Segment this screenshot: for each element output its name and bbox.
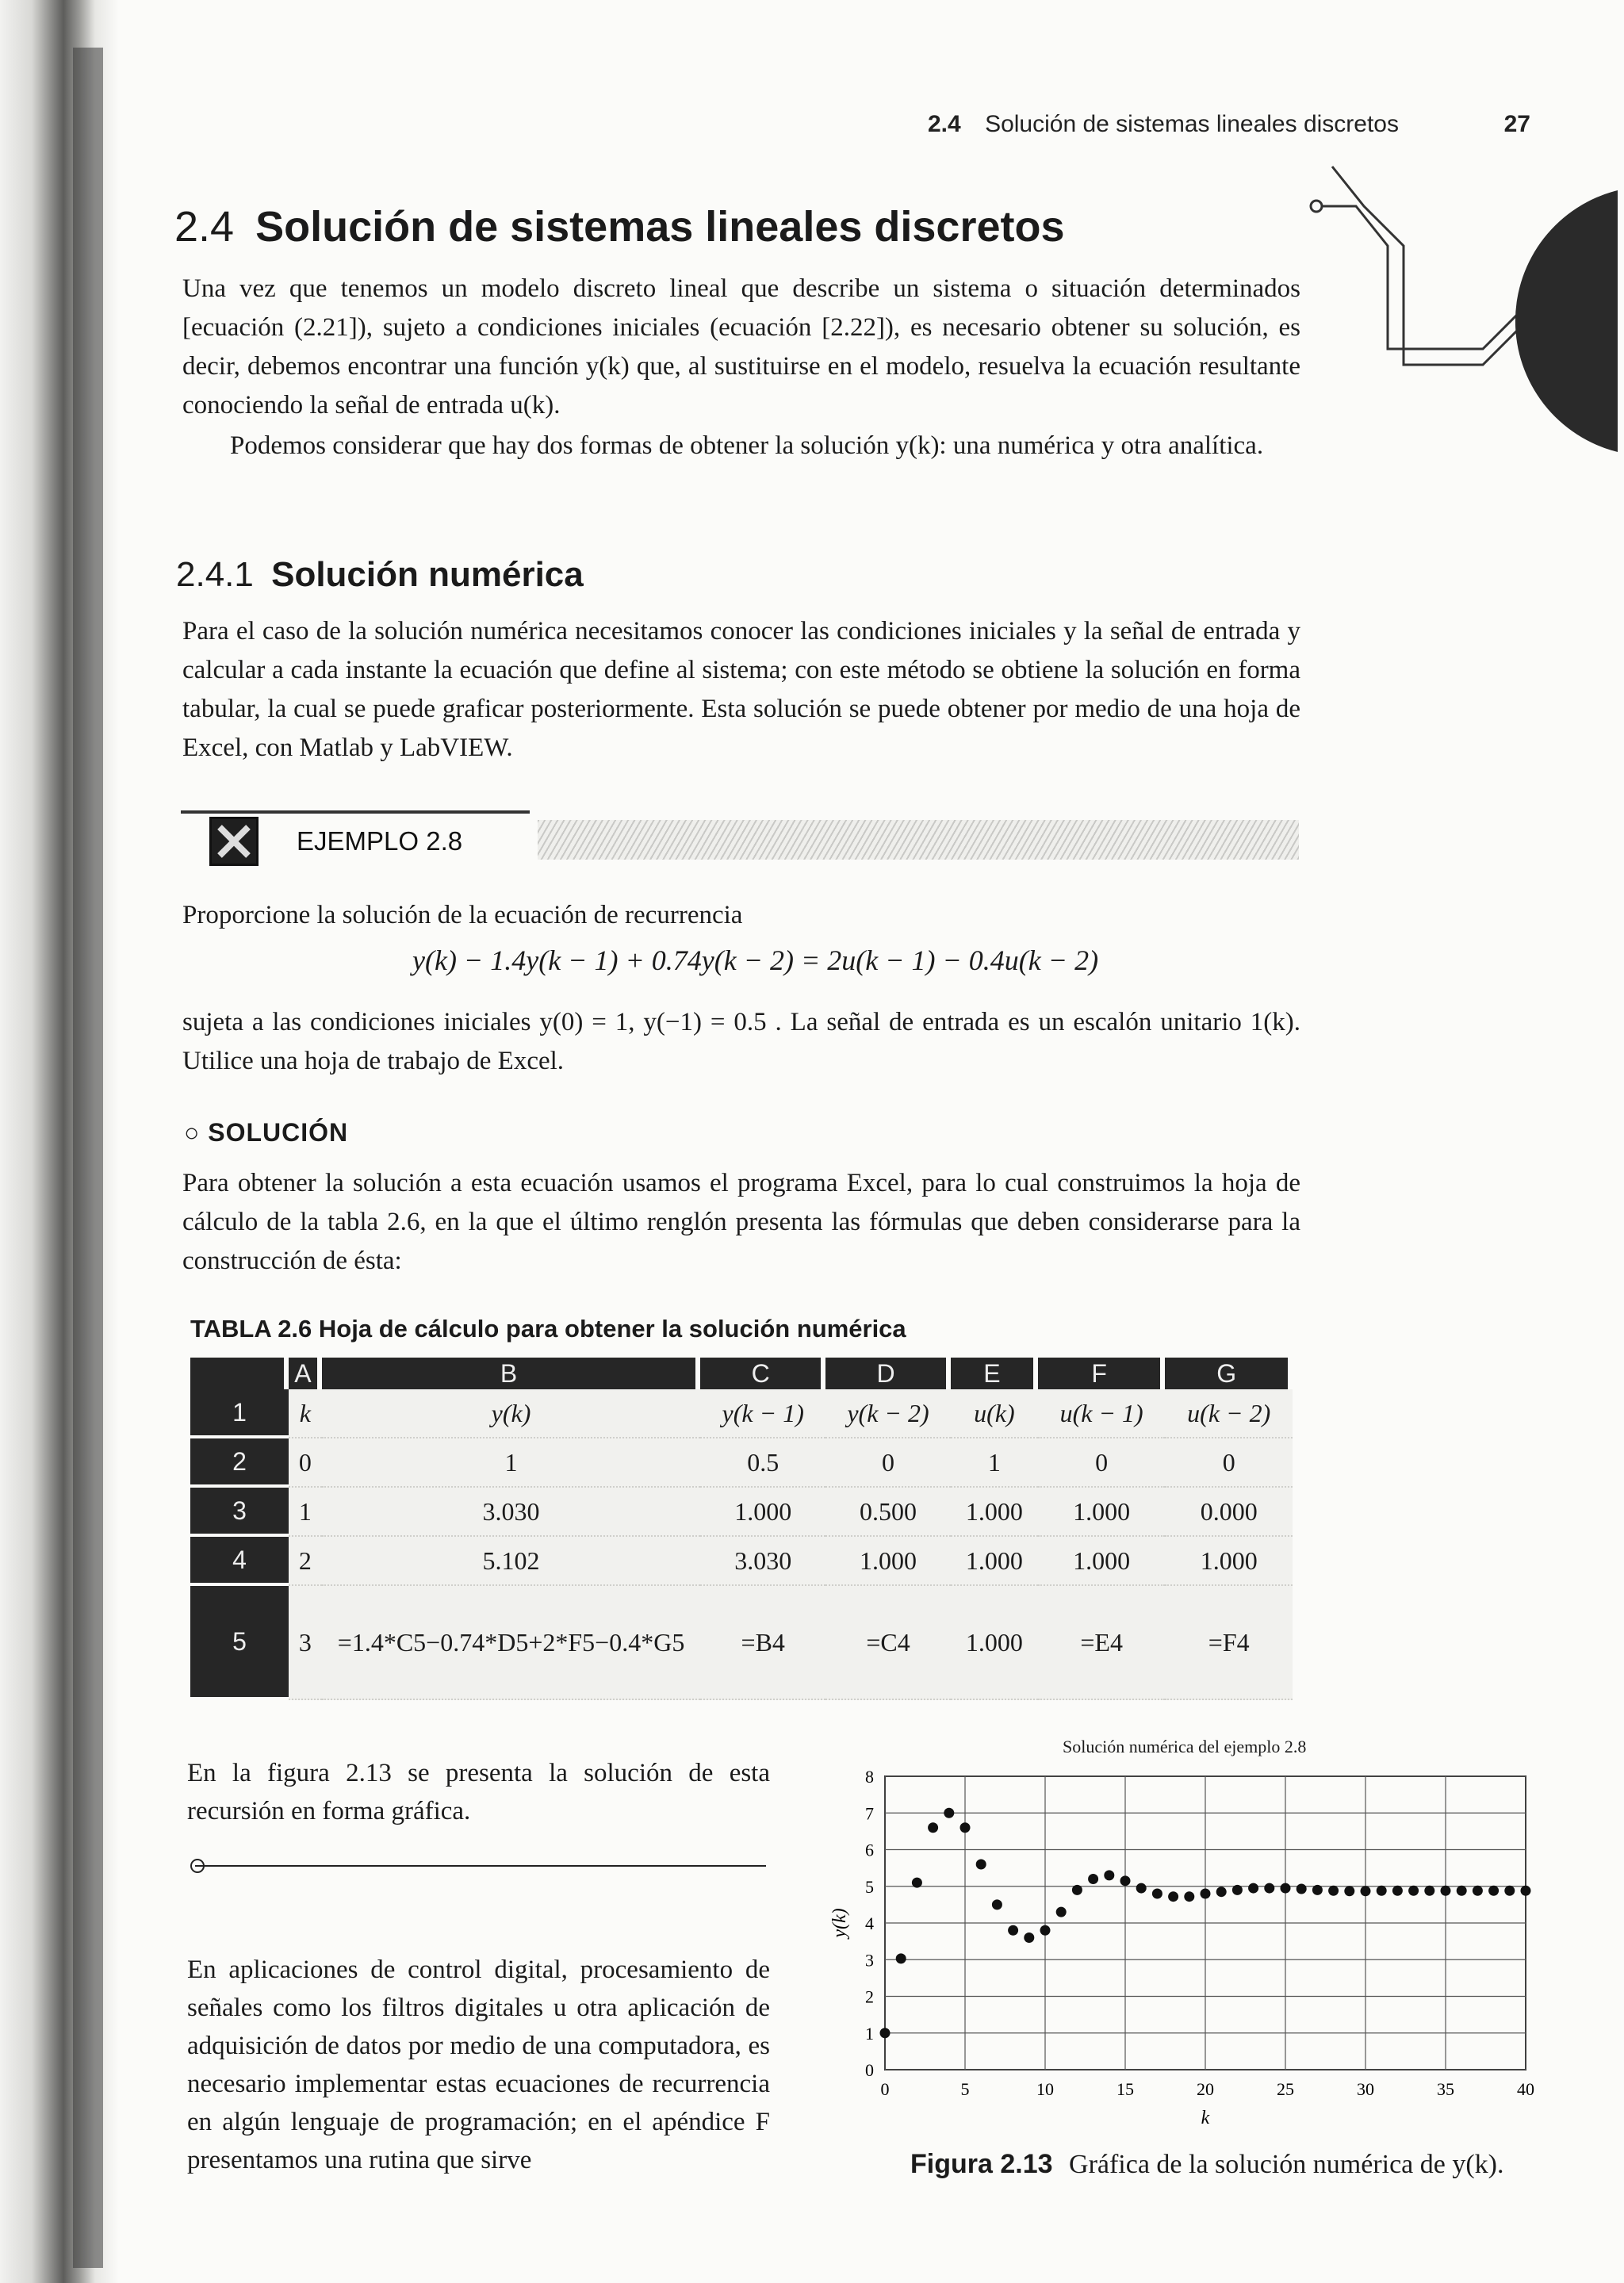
x-tick-label: 15 [1116,2079,1134,2099]
table-row [190,1586,1293,1700]
page-number: 27 [1503,111,1530,137]
table-row [190,1389,1293,1438]
column-header: D [825,1358,951,1389]
header-section-number: 2.4 [928,111,961,137]
data-point [1104,1870,1114,1880]
column-header: G [1165,1358,1293,1389]
data-point [1232,1885,1243,1895]
example-label: EJEMPLO 2.8 [297,826,463,856]
table-cell: y(k − 1) [700,1389,825,1438]
table-cell: 0.5 [700,1438,825,1488]
table-cell: u(k − 1) [1038,1389,1166,1438]
table-cell: u(k − 2) [1165,1389,1293,1438]
x-tick-label: 20 [1197,2079,1214,2099]
row-number: 4 [190,1537,289,1586]
example-intro: Proporcione la solución de la ecuación de recurrencia [182,901,743,929]
x-tick-label: 10 [1036,2079,1054,2099]
running-header [928,111,1530,138]
figure-reference-paragraph: En la figura 2.13 se presenta la solución de esta recursión en forma gráfica. [187,1759,770,1825]
data-point [1377,1886,1387,1896]
data-point [1521,1886,1531,1896]
x-tick-label: 35 [1437,2079,1454,2099]
data-point [1281,1883,1291,1894]
table-cell: =B4 [700,1586,825,1700]
row-number: 5 [190,1586,289,1700]
section-number: 2.4 [174,203,235,251]
data-point [1024,1933,1034,1943]
data-point [1424,1886,1434,1896]
table-cell: =E4 [1038,1586,1166,1700]
table-cell: u(k) [951,1389,1038,1438]
y-tick-label: 7 [865,1803,874,1824]
y-tick-label: 8 [865,1767,874,1787]
data-point [1168,1891,1178,1902]
figure-caption [910,2149,1504,2180]
data-point [1264,1883,1274,1894]
column-header-row [190,1358,1293,1389]
data-point [992,1899,1002,1910]
table-cell: 1.000 [951,1537,1038,1586]
table-cell: =F4 [1165,1586,1293,1700]
table-cell: y(k) [322,1389,701,1438]
circuit-decoration [1300,167,1618,436]
data-point [1392,1886,1403,1896]
example-banner [181,810,1299,874]
subsection-heading [176,555,584,595]
column-header: E [951,1358,1038,1389]
data-point [1136,1883,1147,1894]
data-point [944,1808,954,1818]
y-tick-label: 3 [865,1950,874,1971]
data-point [1184,1891,1194,1902]
table-cell: 0 [1038,1438,1166,1488]
data-point [1441,1886,1451,1896]
data-point [1216,1887,1227,1897]
table-cell: 0.000 [1165,1488,1293,1537]
data-point [976,1860,986,1870]
y-tick-label: 2 [865,1986,874,2007]
initial-conditions: sujeta a las condiciones iniciales y(0) = 1, y(−1) = 0.5 . La señal de entrada es un escalón unitario 1(k). Utilice una hoja de trabajo de Excel. [182,1008,1300,1075]
table-cell: 5.102 [322,1537,701,1586]
table-cell: 1.000 [700,1488,825,1537]
data-point [1457,1886,1467,1896]
data-point [912,1878,922,1888]
figure-label: Figura 2.13 [910,2149,1053,2179]
y-axis-label: y(k) [829,1908,850,1938]
table-row [190,1488,1293,1537]
data-point [1408,1886,1419,1896]
data-point [1328,1886,1339,1896]
x-tick-label: 40 [1517,2079,1534,2099]
table-cell: 1.000 [1038,1488,1166,1537]
data-point [896,1953,906,1963]
subsection-number: 2.4.1 [176,555,254,594]
table-cell: 1.000 [825,1537,951,1586]
data-point [1361,1886,1371,1896]
figure-caption-text: Gráfica de la solución numérica de y(k). [1069,2150,1504,2179]
table-cell: k [289,1389,322,1438]
intro-paragraph: Una vez que tenemos un modelo discreto lineal que describe un sistema o situación determinados [ecuación (2.21]), sujeto a condiciones iniciales (ecuación [2.22]), es necesario obtener su solución, es decir, debemos encontrar una función y(k) que, al sustituirse en el modelo, resuelva la ecuación resultante conociendo la señal de entrada u(k). [182,274,1300,419]
banner-border [181,810,530,814]
column-header: B [322,1358,701,1389]
y-tick-label: 4 [865,1913,874,1933]
table-cell: =C4 [825,1586,951,1700]
header-title: Solución de sistemas lineales discretos [985,111,1399,137]
table-cell: 3.030 [322,1488,701,1537]
table-cell: 2 [289,1537,322,1586]
data-point [880,2028,891,2038]
chart-title: Solución numérica del ejemplo 2.8 [1063,1737,1307,1756]
data-point [1056,1907,1067,1917]
data-point [1040,1925,1051,1936]
x-tick-label: 30 [1357,2079,1374,2099]
section-heading [174,202,1065,251]
table-cell: 3 [289,1586,322,1700]
data-point [1120,1875,1131,1886]
column-header: C [700,1358,825,1389]
binding-fold [73,48,103,2268]
row-number: 3 [190,1488,289,1537]
solution-paragraph: Para obtener la solución a esta ecuación usamos el programa Excel, para lo cual construimos la hoja de cálculo de la tabla 2.6, en la que el último renglón presenta las fórmulas que deben considerarse para la construcción de ésta: [182,1169,1300,1275]
table-cell: 1.000 [1038,1537,1166,1586]
data-point [928,1822,938,1833]
table-cell: 1 [951,1438,1038,1488]
data-point [1008,1925,1018,1936]
data-point [960,1822,971,1833]
solution-heading: ○ SOLUCIÓN [184,1118,349,1147]
row-number: 1 [190,1389,289,1438]
data-point [1473,1886,1483,1896]
banner-hatch [538,820,1299,860]
data-point [1344,1886,1354,1896]
solution-scatter-chart [825,1765,1586,2128]
table-cell: 0 [825,1438,951,1488]
data-point [1088,1874,1098,1884]
y-tick-label: 0 [865,2060,874,2080]
data-point [1504,1886,1515,1896]
data-point [1488,1886,1499,1896]
corner-cell [190,1358,289,1389]
y-tick-label: 1 [865,2023,874,2044]
y-tick-label: 6 [865,1840,874,1860]
row-number: 2 [190,1438,289,1488]
intro-paragraph-2: Podemos considerar que hay dos formas de obtener la solución y(k): una numérica y otra analítica. [230,431,1264,460]
table-row [190,1438,1293,1488]
table-cell: 1 [289,1488,322,1537]
table-row [190,1537,1293,1586]
table-cell: 0.500 [825,1488,951,1537]
excel-icon [209,817,259,866]
x-axis-label: k [1201,2108,1210,2128]
x-tick-label: 5 [960,2079,970,2099]
x-tick-label: 25 [1277,2079,1294,2099]
y-tick-label: 5 [865,1876,874,1897]
table-cell: 1.000 [951,1586,1038,1700]
numeric-solution-paragraph: Para el caso de la solución numérica necesitamos conocer las condiciones iniciales y la señal de entrada y calcular a cada instante la ecuación que define al sistema; con este método se obtiene la solución en forma tabular, la cual se puede graficar posteriormente. Esta solución se puede obtener por medio de una hoja de Excel, con Matlab y LabVIEW. [182,617,1300,762]
subsection-title: Solución numérica [271,555,584,594]
spreadsheet-table [190,1358,1293,1700]
data-point [1152,1889,1162,1899]
data-point [1297,1883,1307,1894]
applications-paragraph: En aplicaciones de control digital, procesamiento de señales como los filtros digitales u otra aplicación de adquisición de datos por medio de una computadora, es necesario implementar estas ecuaciones de recurrencia en algún lenguaje de programación; en el apéndice F presentamos una rutina que sirve [187,1955,770,2174]
table-cell: y(k − 2) [825,1389,951,1438]
data-point [1201,1889,1211,1899]
column-header: A [289,1358,322,1389]
x-tick-label: 0 [880,2079,890,2099]
solution-label: SOLUCIÓN [208,1118,349,1147]
data-point [1072,1885,1082,1895]
recurrence-equation: y(k) − 1.4y(k − 1) + 0.74y(k − 2) = 2u(k − 1) − 0.4u(k − 2) [412,944,1099,976]
table-cell: 1 [322,1438,701,1488]
table-cell: 0 [289,1438,322,1488]
separator-line [195,1865,766,1867]
section-title: Solución de sistemas lineales discretos [255,203,1065,251]
table-cell: 3.030 [700,1537,825,1586]
column-header: F [1038,1358,1166,1389]
data-point [1312,1885,1323,1895]
table-cell: 1.000 [951,1488,1038,1537]
formula-cell: =1.4*C5−0.74*D5+2*F5−0.4*G5 [322,1586,701,1700]
table-caption: TABLA 2.6 Hoja de cálculo para obtener la solución numérica [190,1315,906,1343]
data-point [1248,1883,1258,1894]
table-cell: 0 [1165,1438,1293,1488]
table-cell: 1.000 [1165,1537,1293,1586]
